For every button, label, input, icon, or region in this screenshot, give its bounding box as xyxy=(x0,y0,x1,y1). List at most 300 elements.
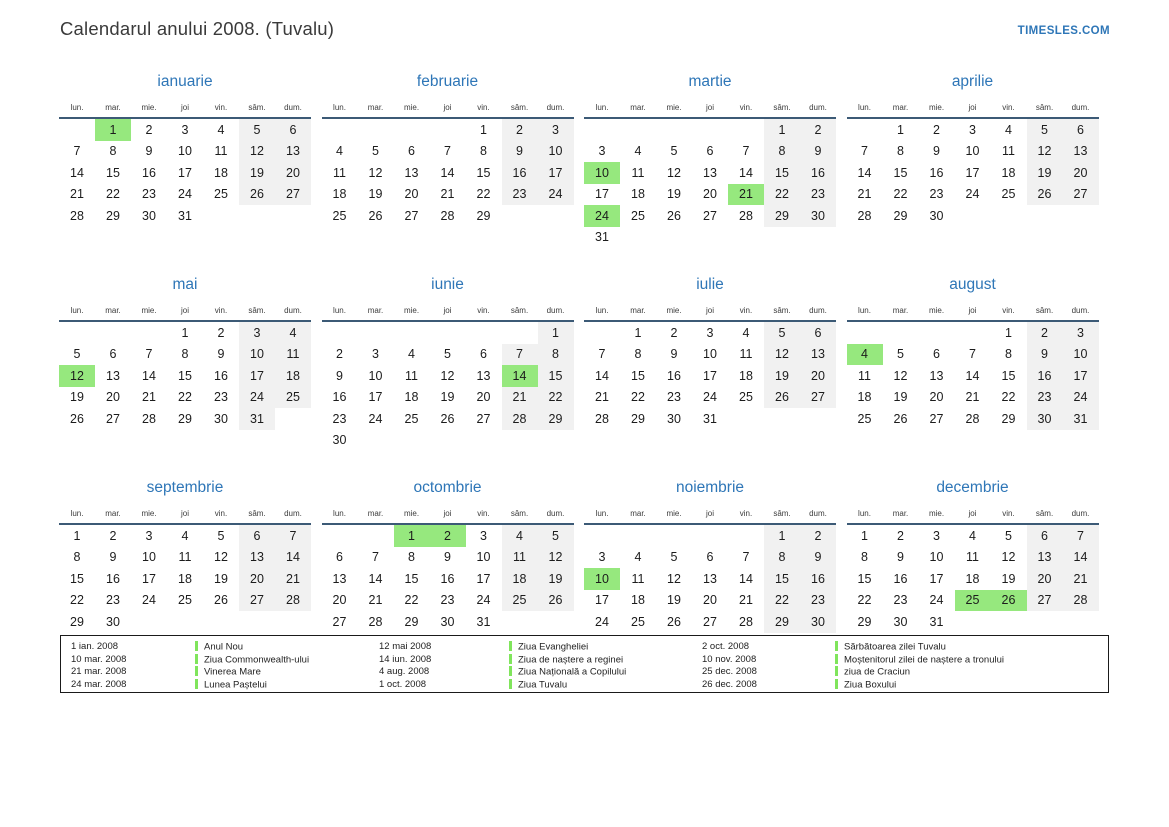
weekend-day-cell: 9 xyxy=(502,141,538,163)
weekend-day-cell: 13 xyxy=(275,141,311,163)
weekday-header: mie. xyxy=(131,303,167,321)
legend-date: 12 mai 2008 xyxy=(379,641,432,652)
weekend-day-cell: 20 xyxy=(1063,162,1099,184)
holiday-day-cell: 25 xyxy=(955,590,991,612)
day-cell: 18 xyxy=(178,571,192,586)
day-cell: 31 xyxy=(929,614,944,629)
day-cell: 27 xyxy=(929,411,944,426)
weekday-header: mar. xyxy=(883,303,919,321)
day-cell: 26 xyxy=(368,208,383,223)
month-noiembrie xyxy=(584,477,836,633)
week-row xyxy=(584,141,836,163)
weekend-day-cell: 19 xyxy=(538,568,574,590)
empty-cell xyxy=(800,408,836,430)
weekday-header: mie. xyxy=(131,506,167,524)
weekday-header: sâm. xyxy=(764,303,800,321)
weekend-day-cell: 17 xyxy=(538,162,574,184)
weekend-day-cell: 16 xyxy=(800,568,836,590)
day-cell: 31 xyxy=(178,208,192,223)
weekend-day-cell: 3 xyxy=(239,321,275,344)
legend-holiday xyxy=(195,666,379,679)
day-cell: 6 xyxy=(336,550,343,565)
weekend-day-cell: 21 xyxy=(1063,568,1099,590)
week-row xyxy=(322,387,574,409)
day-cell: 18 xyxy=(1001,165,1016,180)
legend-date: 14 iun. 2008 xyxy=(379,653,432,665)
week-row xyxy=(847,387,1099,409)
day-cell: 10 xyxy=(965,144,980,159)
holiday-day-cell: 1 xyxy=(394,524,430,547)
legend-holiday-name: ziua de Craciun xyxy=(844,666,911,678)
month-grid xyxy=(322,100,574,227)
holiday-day-cell: 24 xyxy=(584,205,620,227)
weekday-header: dum. xyxy=(275,506,311,524)
empty-cell xyxy=(620,118,656,141)
month-grid xyxy=(59,303,311,430)
day-cell: 26 xyxy=(70,411,84,426)
legend-holiday-name: Lunea Paștelui xyxy=(204,679,267,691)
day-cell: 7 xyxy=(598,347,606,362)
day-cell: 2 xyxy=(145,122,153,137)
weekend-day-cell: 25 xyxy=(275,387,311,409)
weekend-day-cell: 13 xyxy=(239,547,275,569)
holiday-tick-icon xyxy=(835,666,838,676)
day-cell: 30 xyxy=(106,614,120,629)
day-cell: 3 xyxy=(598,144,606,159)
day-cell: 19 xyxy=(440,390,455,405)
weekday-header: mar. xyxy=(95,100,131,118)
day-cell: 8 xyxy=(861,550,868,565)
empty-cell xyxy=(322,524,358,547)
weekday-header: sâm. xyxy=(502,303,538,321)
weekday-header: mie. xyxy=(656,506,692,524)
month-grid xyxy=(584,506,836,633)
day-cell: 26 xyxy=(667,614,681,629)
weekend-day-cell: 10 xyxy=(239,344,275,366)
month-mai xyxy=(59,274,311,451)
month-title: august xyxy=(949,276,996,293)
day-cell: 27 xyxy=(332,614,347,629)
weekend-day-cell: 8 xyxy=(764,547,800,569)
weekend-day-cell: 31 xyxy=(239,408,275,430)
day-cell: 26 xyxy=(893,411,908,426)
day-cell: 23 xyxy=(142,187,156,202)
day-cell: 4 xyxy=(1005,122,1012,137)
legend-holiday xyxy=(195,679,379,692)
weekend-day-cell: 20 xyxy=(1027,568,1063,590)
day-cell: 28 xyxy=(595,411,609,426)
empty-cell xyxy=(883,321,919,344)
weekday-header: dum. xyxy=(800,303,836,321)
empty-cell xyxy=(728,408,764,430)
day-cell: 4 xyxy=(408,347,415,362)
day-cell: 26 xyxy=(214,593,228,608)
weekend-day-cell: 4 xyxy=(275,321,311,344)
weekend-day-cell: 3 xyxy=(1063,321,1099,344)
day-cell: 27 xyxy=(703,614,717,629)
day-cell: 7 xyxy=(444,144,451,159)
day-cell: 20 xyxy=(106,390,120,405)
day-cell: 17 xyxy=(965,165,980,180)
month-title: februarie xyxy=(416,73,479,90)
month-grid xyxy=(322,506,574,633)
day-cell: 7 xyxy=(742,550,750,565)
day-cell: 5 xyxy=(670,144,678,159)
day-cell: 4 xyxy=(742,325,750,340)
day-cell: 30 xyxy=(332,433,347,448)
weekday-header: vin. xyxy=(203,303,239,321)
empty-cell xyxy=(275,611,311,633)
day-cell: 24 xyxy=(368,411,383,426)
weekday-header: joi xyxy=(167,100,203,118)
day-cell: 19 xyxy=(667,187,681,202)
holiday-day-cell: 10 xyxy=(584,568,620,590)
weekday-header: lun. xyxy=(322,100,358,118)
legend-holiday xyxy=(195,641,379,654)
day-cell: 22 xyxy=(404,593,419,608)
legend-date: 1 ian. 2008 xyxy=(71,641,119,652)
site-link[interactable]: TIMESLES.COM xyxy=(1017,25,1110,37)
day-cell: 9 xyxy=(444,550,451,565)
empty-cell xyxy=(275,205,311,227)
day-cell: 1 xyxy=(897,122,904,137)
weekday-header: mar. xyxy=(620,303,656,321)
empty-cell xyxy=(1027,611,1063,633)
empty-cell xyxy=(95,321,131,344)
day-cell: 6 xyxy=(706,550,714,565)
week-row xyxy=(59,118,311,141)
weekday-header: dum. xyxy=(538,506,574,524)
day-cell: 15 xyxy=(1001,368,1016,383)
day-cell: 17 xyxy=(595,187,609,202)
month-title: aprilie xyxy=(951,73,994,90)
day-cell: 8 xyxy=(408,550,415,565)
legend-date: 21 mar. 2008 xyxy=(71,666,127,678)
empty-cell xyxy=(167,611,203,633)
day-cell: 14 xyxy=(70,165,84,180)
month-aprilie xyxy=(847,71,1099,248)
day-cell: 8 xyxy=(73,550,81,565)
day-cell: 9 xyxy=(933,144,940,159)
weekday-header: mie. xyxy=(656,100,692,118)
weekend-day-cell: 22 xyxy=(764,184,800,206)
weekend-day-cell: 12 xyxy=(1027,141,1063,163)
weekday-header: lun. xyxy=(847,303,883,321)
day-cell: 21 xyxy=(595,390,609,405)
legend-holiday-name: Ziua Tuvalu xyxy=(518,679,568,691)
day-cell: 18 xyxy=(739,368,753,383)
day-cell: 15 xyxy=(178,368,192,383)
day-cell: 10 xyxy=(142,550,156,565)
day-cell: 28 xyxy=(440,208,455,223)
weekend-day-cell: 17 xyxy=(239,365,275,387)
month-title: ianuarie xyxy=(157,73,213,90)
day-cell: 8 xyxy=(109,144,117,159)
weekend-day-cell: 30 xyxy=(800,611,836,633)
day-cell: 11 xyxy=(333,165,346,180)
empty-cell xyxy=(502,321,538,344)
day-cell: 3 xyxy=(480,528,487,543)
week-row xyxy=(584,162,836,184)
legend-holiday-name: Vinerea Mare xyxy=(204,666,261,678)
weekend-day-cell: 10 xyxy=(538,141,574,163)
day-cell: 14 xyxy=(368,571,383,586)
empty-cell xyxy=(394,321,430,344)
day-cell: 3 xyxy=(181,122,189,137)
empty-cell xyxy=(620,227,656,249)
day-cell: 8 xyxy=(181,347,189,362)
day-cell: 19 xyxy=(1001,571,1016,586)
day-cell: 25 xyxy=(631,614,645,629)
page-title: Calendarul anului 2008. (Tuvalu) xyxy=(60,18,335,39)
empty-cell xyxy=(584,524,620,547)
weekend-day-cell: 28 xyxy=(502,408,538,430)
day-cell: 6 xyxy=(933,347,940,362)
weekday-header: mar. xyxy=(620,100,656,118)
day-cell: 26 xyxy=(440,411,455,426)
day-cell: 1 xyxy=(861,528,868,543)
weekend-day-cell: 6 xyxy=(275,118,311,141)
day-cell: 15 xyxy=(893,165,908,180)
legend-holiday xyxy=(835,641,1108,654)
weekend-day-cell: 15 xyxy=(764,568,800,590)
holiday-tick-icon xyxy=(509,654,512,664)
empty-cell xyxy=(1063,611,1099,633)
weekend-day-cell: 19 xyxy=(764,365,800,387)
day-cell: 15 xyxy=(70,571,84,586)
day-cell: 11 xyxy=(858,368,871,383)
weekday-header: joi xyxy=(692,303,728,321)
week-row xyxy=(322,321,574,344)
week-row xyxy=(584,205,836,227)
week-row xyxy=(847,162,1099,184)
weekday-header: dum. xyxy=(275,303,311,321)
weekend-day-cell: 14 xyxy=(1063,547,1099,569)
empty-cell xyxy=(656,524,692,547)
empty-cell xyxy=(59,118,95,141)
day-cell: 17 xyxy=(703,368,717,383)
day-cell: 31 xyxy=(703,411,717,426)
week-row xyxy=(322,162,574,184)
day-cell: 18 xyxy=(631,187,645,202)
day-cell: 22 xyxy=(1001,390,1016,405)
legend-holiday xyxy=(509,679,702,692)
day-cell: 20 xyxy=(476,390,491,405)
day-cell: 29 xyxy=(178,411,192,426)
weekday-header: sâm. xyxy=(502,100,538,118)
day-cell: 25 xyxy=(178,593,192,608)
month-septembrie xyxy=(59,477,311,633)
empty-cell xyxy=(502,205,538,227)
day-cell: 24 xyxy=(476,593,491,608)
weekday-header: lun. xyxy=(584,303,620,321)
week-row xyxy=(584,321,836,344)
empty-cell xyxy=(322,321,358,344)
week-row xyxy=(584,547,836,569)
day-cell: 18 xyxy=(332,187,347,202)
day-cell: 2 xyxy=(336,347,343,362)
weekend-day-cell: 12 xyxy=(239,141,275,163)
week-row xyxy=(847,408,1099,430)
holiday-tick-icon xyxy=(195,679,198,689)
day-cell: 5 xyxy=(372,144,379,159)
empty-cell xyxy=(394,430,430,452)
day-cell: 30 xyxy=(142,208,156,223)
day-cell: 12 xyxy=(1001,550,1016,565)
day-cell: 25 xyxy=(1001,187,1016,202)
week-row xyxy=(322,547,574,569)
weekend-day-cell: 27 xyxy=(239,590,275,612)
day-cell: 2 xyxy=(217,325,225,340)
day-cell: 15 xyxy=(857,571,872,586)
week-row xyxy=(322,118,574,141)
empty-cell xyxy=(1063,205,1099,227)
weekday-header: sâm. xyxy=(1027,100,1063,118)
empty-cell xyxy=(847,118,883,141)
weekday-header: sâm. xyxy=(764,100,800,118)
day-cell: 13 xyxy=(476,368,491,383)
empty-cell xyxy=(919,321,955,344)
holiday-tick-icon xyxy=(195,654,198,664)
weekday-header: joi xyxy=(955,100,991,118)
week-row xyxy=(847,365,1099,387)
empty-cell xyxy=(358,524,394,547)
day-cell: 22 xyxy=(106,187,120,202)
weekday-header: mar. xyxy=(358,100,394,118)
day-cell: 14 xyxy=(857,165,872,180)
day-cell: 3 xyxy=(969,122,976,137)
week-row xyxy=(847,547,1099,569)
day-cell: 11 xyxy=(405,368,418,383)
weekday-header: lun. xyxy=(847,506,883,524)
year-calendar xyxy=(59,71,1099,633)
day-cell: 17 xyxy=(595,593,609,608)
day-cell: 29 xyxy=(106,208,120,223)
weekday-header: vin. xyxy=(991,303,1027,321)
week-row xyxy=(322,590,574,612)
day-cell: 28 xyxy=(739,208,753,223)
weekend-day-cell: 25 xyxy=(502,590,538,612)
weekend-day-cell: 13 xyxy=(1063,141,1099,163)
weekday-header: dum. xyxy=(538,100,574,118)
weekend-day-cell: 24 xyxy=(538,184,574,206)
weekend-day-cell: 9 xyxy=(1027,344,1063,366)
empty-cell xyxy=(991,205,1027,227)
holiday-tick-icon xyxy=(509,679,512,689)
day-cell: 4 xyxy=(217,122,225,137)
month-grid xyxy=(322,303,574,451)
weekend-day-cell: 27 xyxy=(275,184,311,206)
day-cell: 25 xyxy=(404,411,419,426)
weekday-header: joi xyxy=(167,506,203,524)
day-cell: 29 xyxy=(893,208,908,223)
week-row xyxy=(847,205,1099,227)
day-cell: 14 xyxy=(739,165,753,180)
day-cell: 31 xyxy=(476,614,491,629)
weekday-header: joi xyxy=(430,506,466,524)
weekend-day-cell: 4 xyxy=(502,524,538,547)
day-cell: 24 xyxy=(965,187,980,202)
empty-cell xyxy=(59,321,95,344)
weekday-header: mar. xyxy=(883,506,919,524)
day-cell: 24 xyxy=(703,390,717,405)
empty-cell xyxy=(394,118,430,141)
weekday-header: lun. xyxy=(584,506,620,524)
day-cell: 12 xyxy=(214,550,228,565)
weekday-header: vin. xyxy=(728,100,764,118)
weekend-day-cell: 15 xyxy=(538,365,574,387)
weekday-header: sâm. xyxy=(764,506,800,524)
day-cell: 28 xyxy=(965,411,980,426)
weekend-day-cell: 5 xyxy=(764,321,800,344)
week-row xyxy=(59,344,311,366)
day-cell: 11 xyxy=(631,165,645,180)
day-cell: 9 xyxy=(670,347,678,362)
day-cell: 5 xyxy=(217,528,225,543)
holiday-day-cell: 4 xyxy=(847,344,883,366)
holiday-day-cell: 10 xyxy=(584,162,620,184)
weekday-header: lun. xyxy=(59,100,95,118)
weekend-day-cell: 20 xyxy=(800,365,836,387)
weekday-header: sâm. xyxy=(239,303,275,321)
month-februarie xyxy=(322,71,574,248)
day-cell: 21 xyxy=(965,390,980,405)
weekend-day-cell: 11 xyxy=(502,547,538,569)
weekday-header: mar. xyxy=(358,303,394,321)
week-row xyxy=(59,590,311,612)
day-cell: 20 xyxy=(703,593,717,608)
week-row xyxy=(322,408,574,430)
day-cell: 17 xyxy=(929,571,944,586)
empty-cell xyxy=(466,430,502,452)
week-row xyxy=(59,365,311,387)
day-cell: 25 xyxy=(631,208,645,223)
empty-cell xyxy=(239,611,275,633)
week-row xyxy=(584,408,836,430)
week-row xyxy=(847,141,1099,163)
empty-cell xyxy=(358,118,394,141)
day-cell: 14 xyxy=(142,368,156,383)
day-cell: 16 xyxy=(142,165,156,180)
month-title: martie xyxy=(688,73,732,90)
weekend-day-cell: 19 xyxy=(239,162,275,184)
empty-cell xyxy=(239,205,275,227)
day-cell: 27 xyxy=(703,208,717,223)
empty-cell xyxy=(203,205,239,227)
empty-cell xyxy=(358,430,394,452)
day-cell: 2 xyxy=(109,528,117,543)
holiday-day-cell: 12 xyxy=(59,365,95,387)
empty-cell xyxy=(955,205,991,227)
weekend-day-cell: 5 xyxy=(239,118,275,141)
month-ianuarie xyxy=(59,71,311,248)
day-cell: 5 xyxy=(670,550,678,565)
day-cell: 20 xyxy=(703,187,717,202)
day-cell: 10 xyxy=(178,144,192,159)
weekend-day-cell: 7 xyxy=(502,344,538,366)
week-row xyxy=(584,118,836,141)
weekday-header: dum. xyxy=(275,100,311,118)
week-row xyxy=(584,524,836,547)
weekday-header: sâm. xyxy=(239,506,275,524)
day-cell: 23 xyxy=(440,593,455,608)
empty-cell xyxy=(358,321,394,344)
month-iulie xyxy=(584,274,836,451)
day-cell: 26 xyxy=(667,208,681,223)
month-octombrie xyxy=(322,477,574,633)
day-cell: 16 xyxy=(440,571,455,586)
weekday-header: joi xyxy=(430,303,466,321)
